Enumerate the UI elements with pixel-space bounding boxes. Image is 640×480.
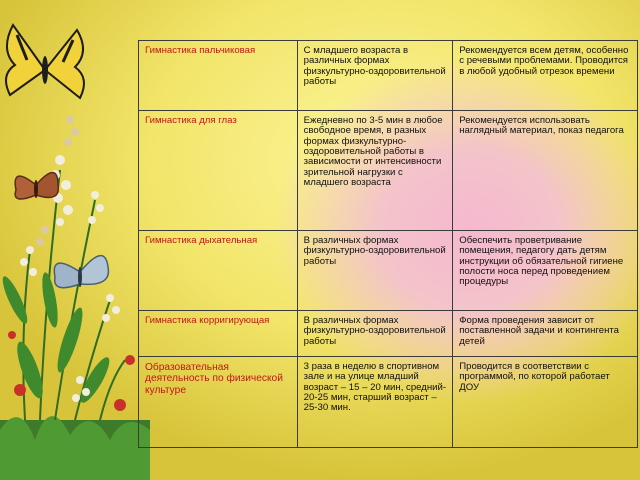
- activity-timing: Ежедневно по 3-5 мин в любое свободное время, в разных формах физкультурно-оздоровительной работы в зависимости от интенсивности зрительной нагрузки с младшего возраста: [303, 115, 443, 189]
- activity-timing: В различных формах физкультурно-оздоровительной работы: [303, 235, 446, 267]
- table-row: [139, 111, 638, 231]
- butterfly-icon: [54, 256, 108, 288]
- activity-name-cell: [139, 231, 298, 311]
- activity-notes-cell: [453, 111, 638, 231]
- activity-name: Гимнастика пальчиковая: [145, 45, 256, 56]
- activity-notes: Проводится в соответствии с программой, по которой работает ДОУ: [459, 361, 610, 393]
- activity-name-cell: [139, 311, 298, 357]
- activity-timing-cell: [297, 41, 453, 111]
- activity-notes: Форма проведения зависит от поставленной задачи и контингента детей: [459, 315, 619, 347]
- table-row: [139, 41, 638, 111]
- butterfly-icon: [15, 173, 58, 200]
- activity-name-cell: [139, 111, 298, 231]
- table-row: [139, 231, 638, 311]
- activity-name: Гимнастика для глаз: [145, 115, 237, 126]
- activity-name: Гимнастика дыхательная: [145, 235, 258, 246]
- activity-name: Образовательная деятельность по физической культуре: [145, 362, 283, 396]
- activity-name-cell: [139, 41, 298, 111]
- table-row: [139, 357, 638, 448]
- activity-notes: Рекомендуется всем детям, особенно с речевыми проблемами. Проводится в любой удобный отрезок времени: [459, 45, 629, 77]
- activity-timing: 3 раза в неделю в спортивном зале и на улице младший возраст – 15 – 20 мин, средний- 20-25 мин, старший возраст – 25-30 мин.: [303, 361, 447, 414]
- physical-activity-table: [138, 40, 638, 448]
- activity-notes-cell: [453, 311, 638, 357]
- activity-timing: В различных формах физкультурно-оздоровительной работы: [303, 315, 446, 347]
- activity-notes: Обеспечить проветривание помещения, педагогу дать детям инструкции об обязательной гигиене полости носа перед проведением процедуры: [459, 235, 624, 288]
- activity-name: Гимнастика корригирующая: [145, 315, 270, 326]
- table-row: [139, 311, 638, 357]
- activity-timing: С младшего возраста в различных формах физкультурно-оздоровительной работы: [303, 45, 446, 88]
- activity-name-cell: [139, 357, 298, 448]
- activity-notes: Рекомендуется использовать наглядный материал, показ педагога: [459, 115, 624, 137]
- activity-timing-cell: [297, 311, 453, 357]
- activity-notes-cell: [453, 357, 638, 448]
- butterflies-flowers-illustration: [0, 0, 150, 480]
- activity-timing-cell: [297, 357, 453, 448]
- activity-notes-cell: [453, 231, 638, 311]
- activity-notes-cell: [453, 41, 638, 111]
- butterfly-icon: [6, 25, 84, 98]
- activity-timing-cell: [297, 111, 453, 231]
- activity-timing-cell: [297, 231, 453, 311]
